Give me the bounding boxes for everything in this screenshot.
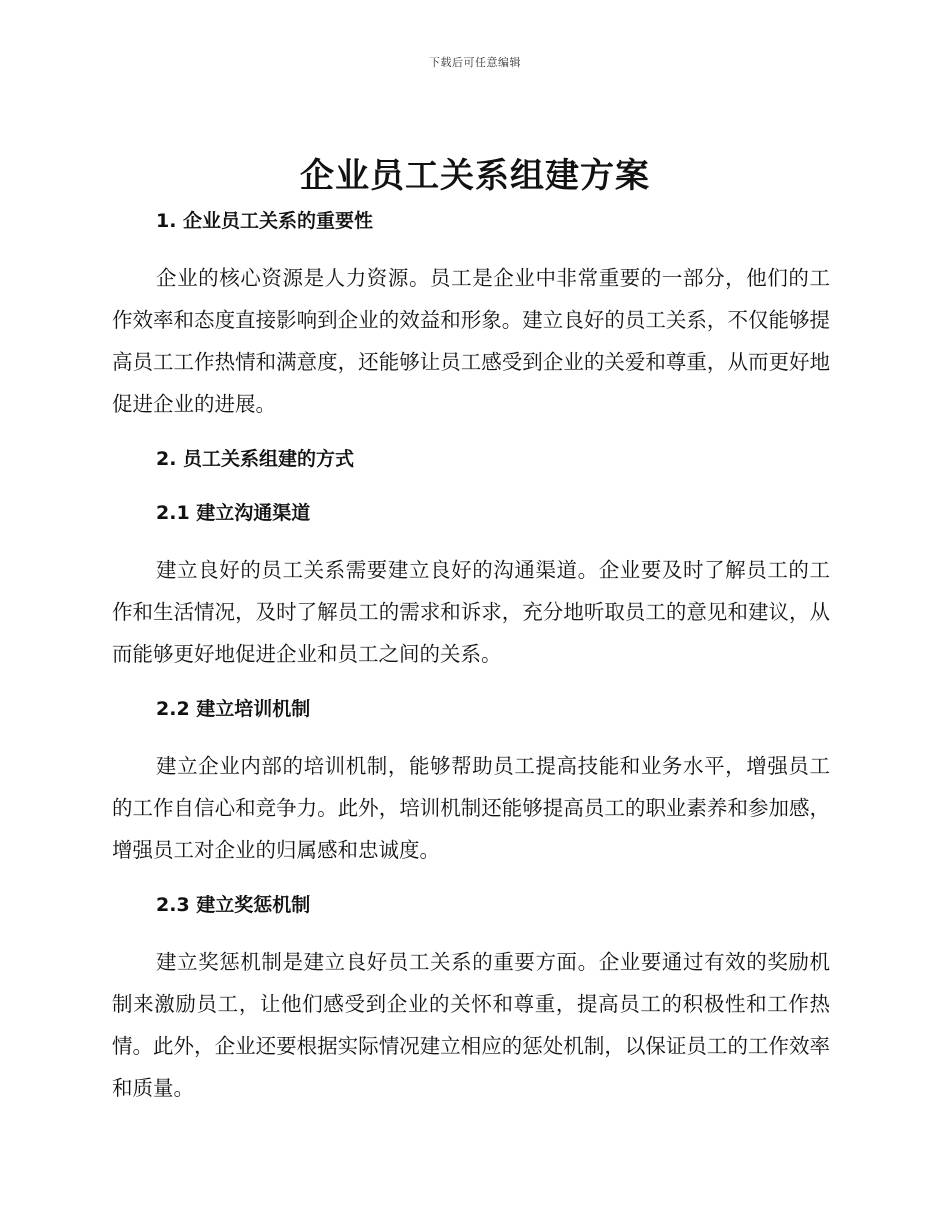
section-heading-rewards: 2.3 建立奖惩机制	[156, 894, 311, 916]
document-body	[112, 203, 830, 1109]
section-heading-communication: 2.1 建立沟通渠道	[156, 502, 311, 524]
page-header-note: 下载后可任意编辑	[429, 56, 521, 69]
section-paragraph-importance: 企业的核心资源是人力资源。员工是企业中非常重要的一部分，他们的工作效率和态度直接影响到企业的效益和形象。建立良好的员工关系，不仅能够提高员工工作热情和满意度，还能够让员工感受到企业的关爱和尊重，从而更好地促进企业的进展。	[112, 266, 830, 416]
section-paragraph-communication: 建立良好的员工关系需要建立良好的沟通渠道。企业要及时了解员工的工作和生活情况，及时了解员工的需求和诉求，充分地听取员工的意见和建议，从而能够更好地促进企业和员工之间的关系。	[112, 558, 830, 666]
section-paragraph-rewards: 建立奖惩机制是建立良好员工关系的重要方面。企业要通过有效的奖励机制来激励员工，让他们感受到企业的关怀和尊重，提高员工的积极性和工作热情。此外，企业还要根据实际情况建立相应的惩处机制，以保证员工的工作效率和质量。	[112, 950, 830, 1100]
section-heading-methods: 2. 员工关系组建的方式	[156, 448, 355, 470]
section-heading-training: 2.2 建立培训机制	[156, 698, 311, 720]
document-title: 企业员工关系组建方案	[300, 156, 650, 196]
section-paragraph-training: 建立企业内部的培训机制，能够帮助员工提高技能和业务水平，增强员工的工作自信心和竞争力。此外，培训机制还能够提高员工的职业素养和参加感，增强员工对企业的归属感和忠诚度。	[112, 754, 830, 862]
section-heading-importance: 1. 企业员工关系的重要性	[156, 210, 374, 232]
